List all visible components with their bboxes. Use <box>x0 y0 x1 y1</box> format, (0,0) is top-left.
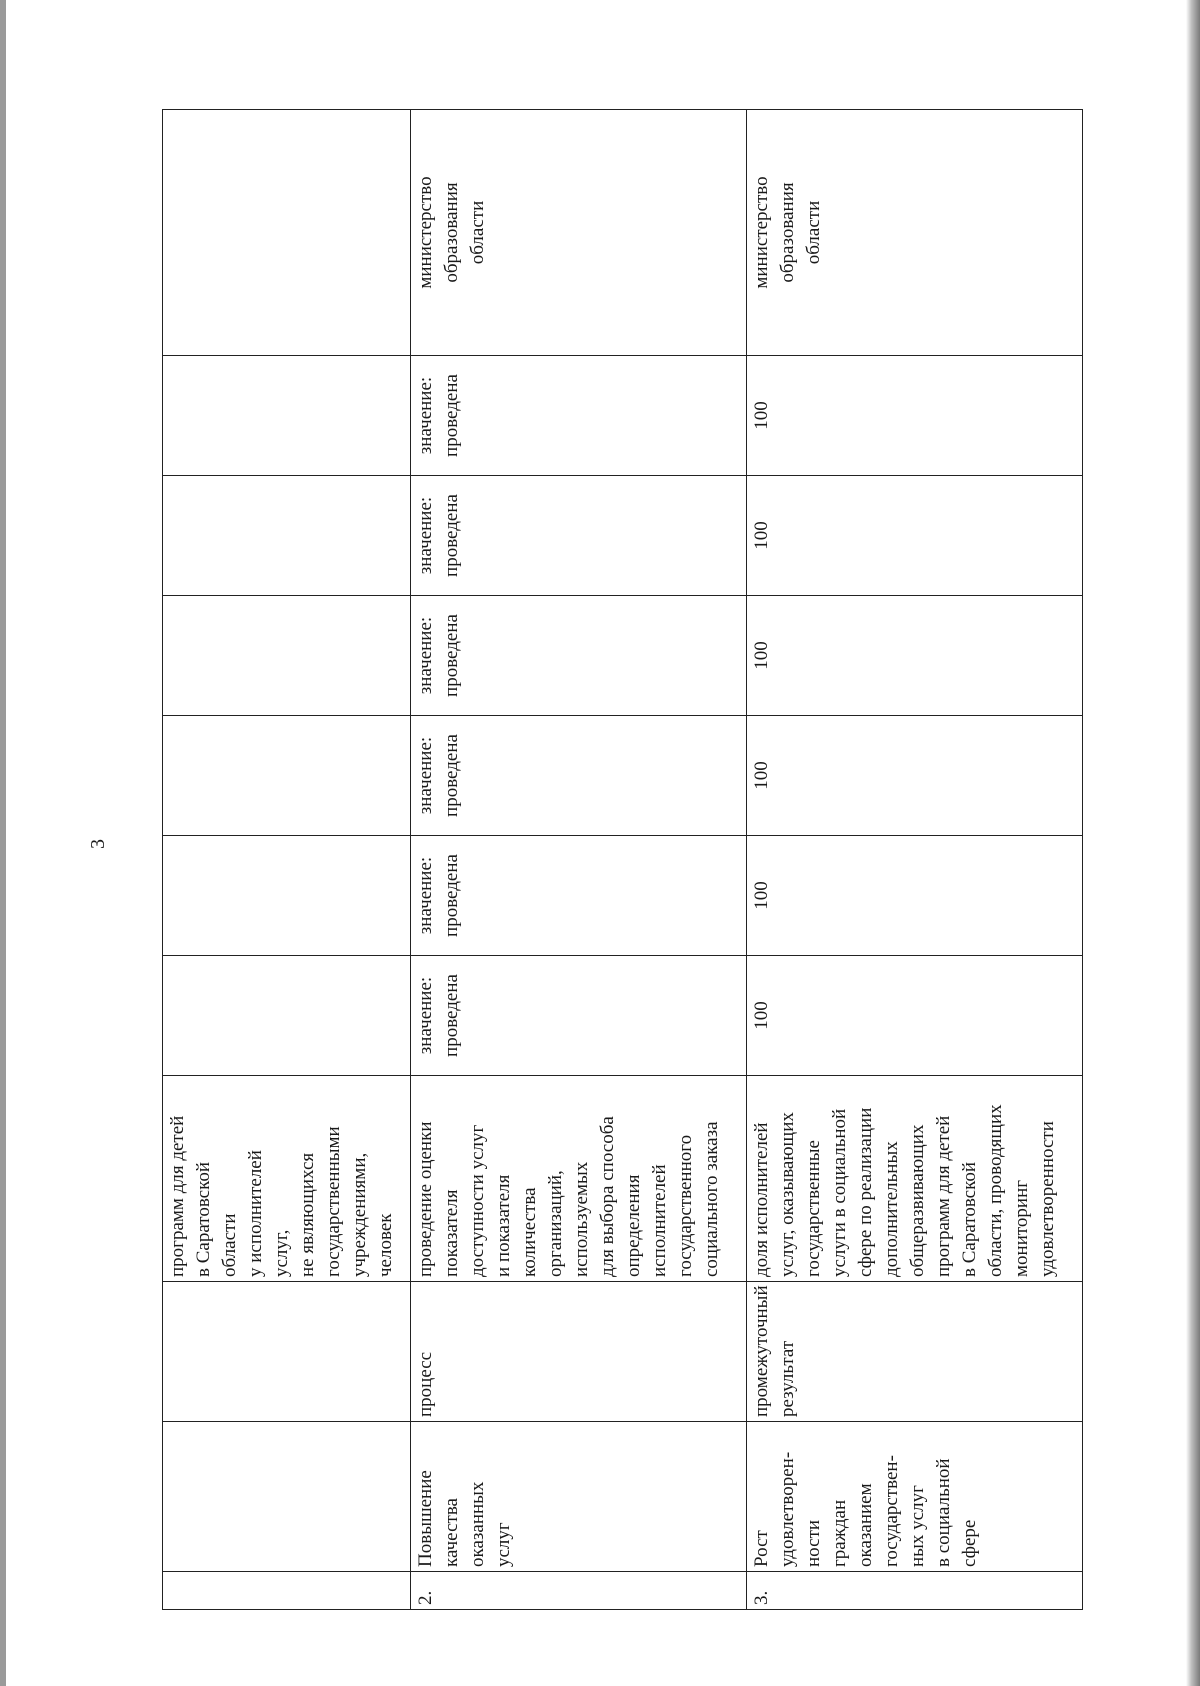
scan-edge-left <box>0 0 6 1686</box>
value-cell: значение: проведена <box>411 956 747 1076</box>
table-row <box>411 110 747 1610</box>
document-table-rotated <box>162 110 1082 1610</box>
value-cell: 100 <box>747 476 1083 596</box>
table-row <box>747 110 1083 1610</box>
value-cell <box>163 836 411 956</box>
value-cell <box>163 476 411 596</box>
value-cell: значение: проведена <box>411 836 747 956</box>
row-number: 3. <box>747 1572 1083 1610</box>
value-cell: значение: проведена <box>411 596 747 716</box>
value-cell: значение: проведена <box>411 716 747 836</box>
task-name <box>163 1422 411 1572</box>
value-cell <box>163 716 411 836</box>
document-table <box>162 109 1083 1610</box>
task-name: Повышение качества оказанных услуг <box>411 1422 747 1572</box>
value-cell <box>163 956 411 1076</box>
task-name: Рост удовлетворен- ности граждан оказанием государствен- ных услуг в социальной сфере <box>747 1422 1083 1572</box>
row-number: 2. <box>411 1572 747 1610</box>
value-cell: значение: проведена <box>411 476 747 596</box>
value-cell: 100 <box>747 356 1083 476</box>
indicator-description: доля исполнителей услуг, оказывающих государственные услуги в социальной сфере по реализации дополнительных общеразвивающих программ для детей в Саратовской области, проводящих мониторинг удовлетворенности <box>747 1076 1083 1282</box>
indicator-description: программ для детей в Саратовской области у исполнителей услуг, не являющихся государственными учреждениями, человек <box>163 1076 411 1282</box>
responsible-body <box>163 110 411 356</box>
value-cell: 100 <box>747 716 1083 836</box>
result-type: промежуточный результат <box>747 1282 1083 1422</box>
value-cell <box>163 596 411 716</box>
responsible-body: министерство образования области <box>747 110 1083 356</box>
indicator-description: проведение оценки показателя доступности услуг и показателя количества организаций, используемых для выбора способа определения исполнителей государственного социального заказа <box>411 1076 747 1282</box>
table-row <box>163 110 411 1610</box>
value-cell: 100 <box>747 956 1083 1076</box>
row-number <box>163 1572 411 1610</box>
scan-edge-right <box>1186 0 1200 1686</box>
responsible-body: министерство образования области <box>411 110 747 356</box>
result-type: процесс <box>411 1282 747 1422</box>
value-cell: 100 <box>747 596 1083 716</box>
page-number: 3 <box>87 839 109 849</box>
result-type <box>163 1282 411 1422</box>
value-cell: значение: проведена <box>411 356 747 476</box>
value-cell: 100 <box>747 836 1083 956</box>
value-cell <box>163 356 411 476</box>
